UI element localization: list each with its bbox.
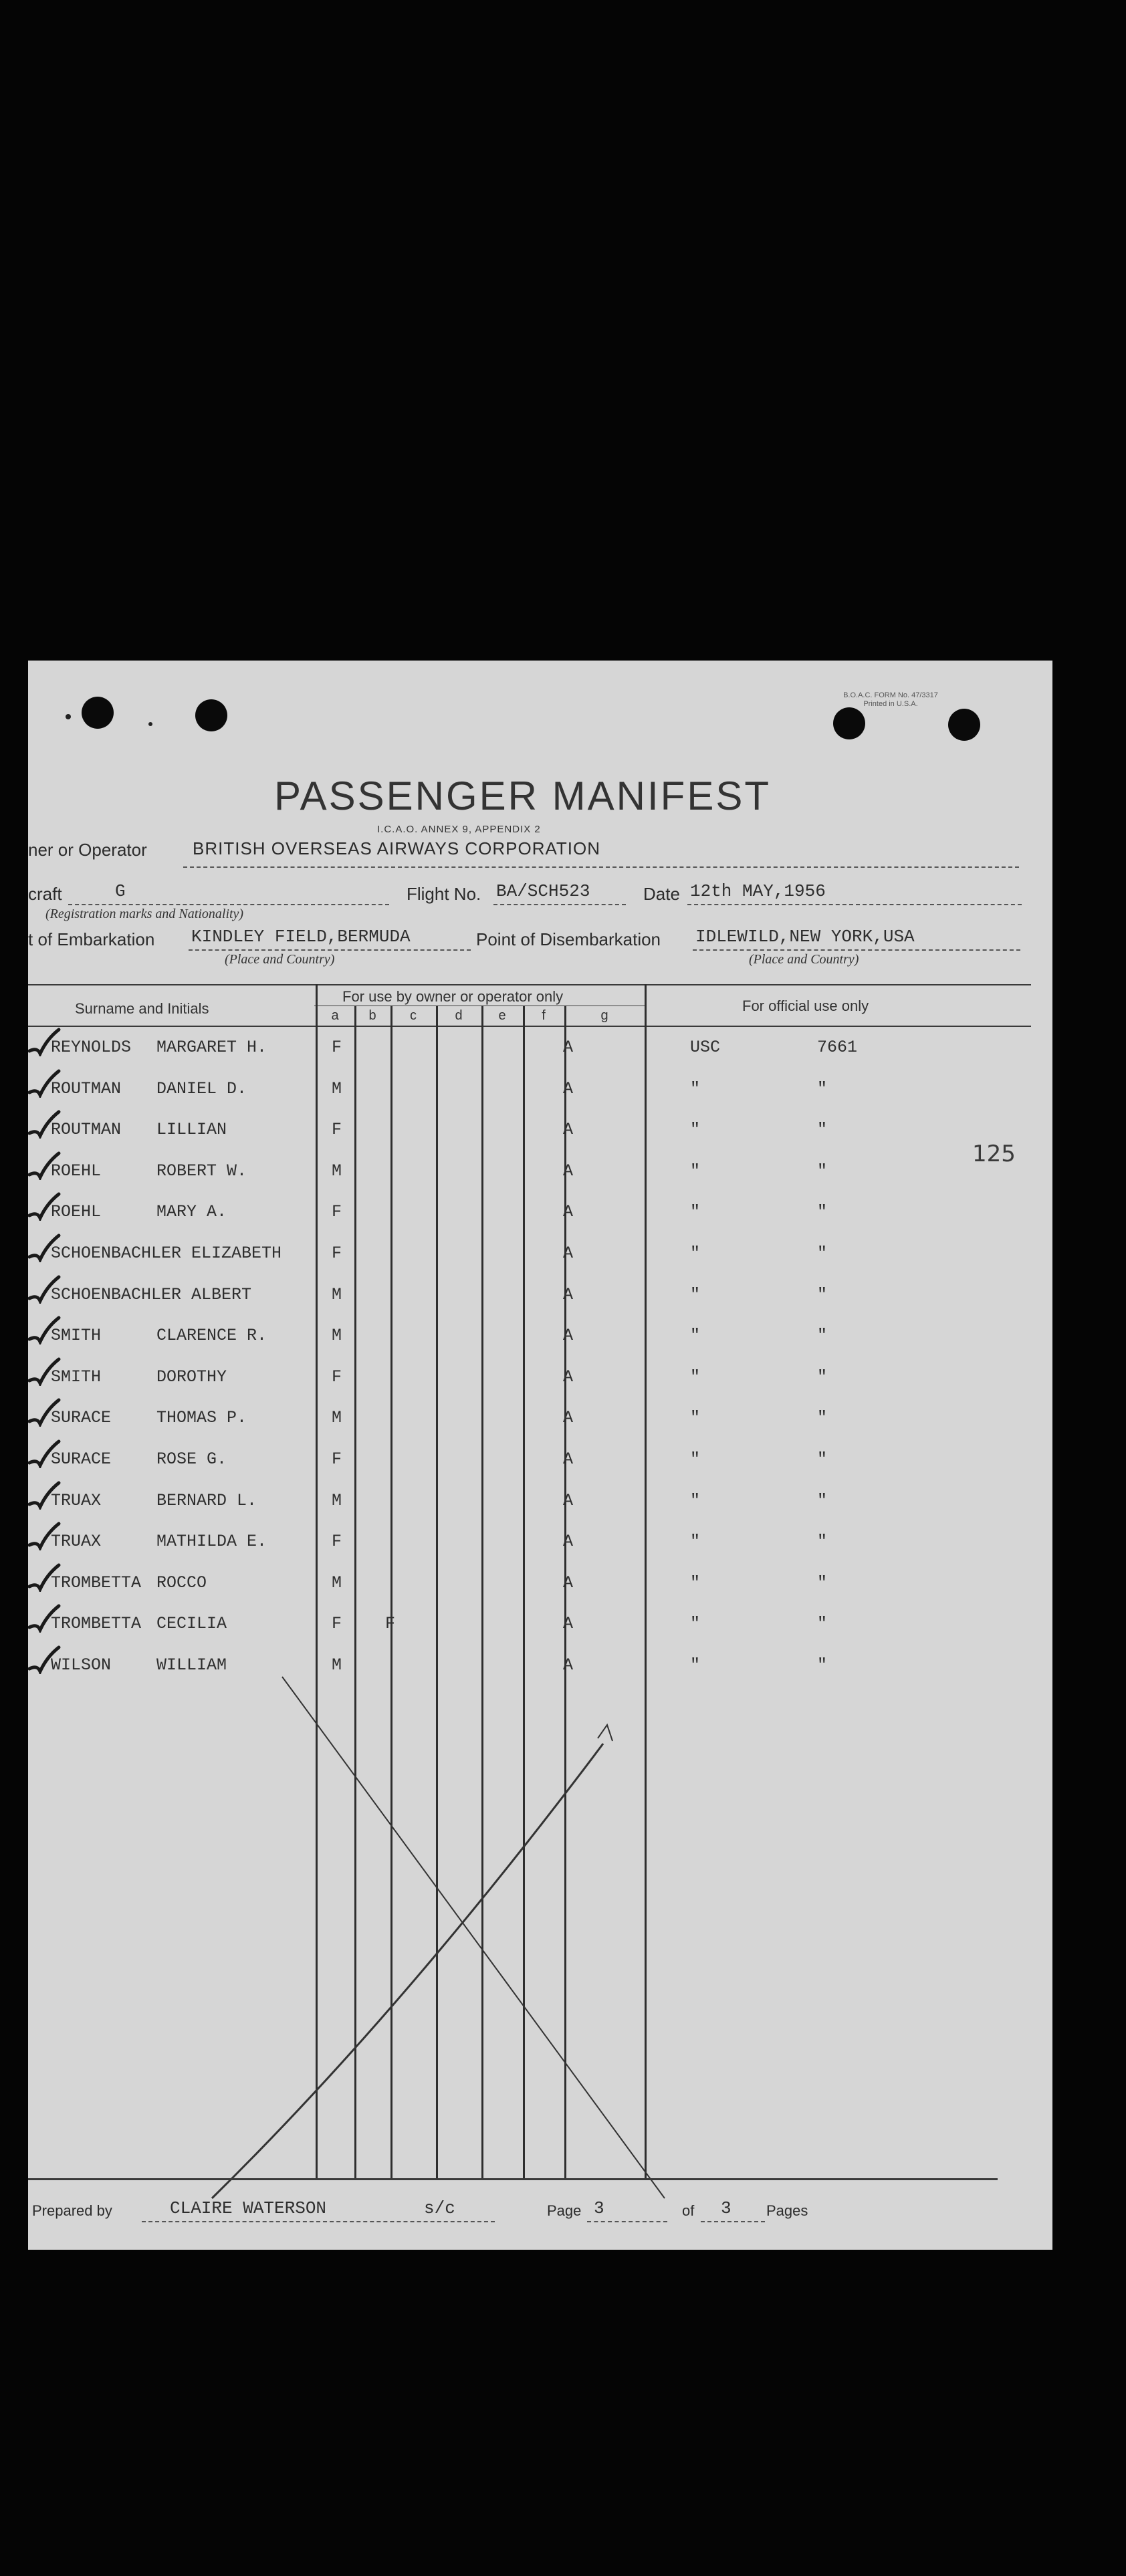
official-number: "	[817, 1244, 828, 1263]
footer-rule	[28, 2178, 998, 2180]
form-printed-line: Printed in U.S.A.	[863, 700, 918, 708]
official-code: "	[690, 1614, 701, 1634]
official-code: "	[690, 1490, 701, 1510]
official-number: "	[817, 1078, 828, 1098]
passenger-surname: SURACE	[51, 1408, 112, 1428]
cross-out-line	[212, 1744, 603, 2198]
cell-sex: M	[332, 1490, 342, 1510]
official-number: "	[817, 1408, 828, 1428]
cell-sex: F	[332, 1532, 342, 1552]
cell-sex: M	[332, 1655, 342, 1675]
cell-sex: F	[332, 1449, 342, 1469]
prepared-label: Prepared by	[32, 2202, 112, 2219]
passenger-surname: TROMBETTA	[51, 1614, 142, 1634]
passenger-given-names: CECILIA	[156, 1614, 227, 1634]
cross-out-tick	[598, 1725, 612, 1741]
passenger-surname: ROUTMAN	[51, 1120, 122, 1140]
of-value: 3	[721, 2198, 731, 2218]
cross-out-marks	[28, 661, 1052, 2250]
passenger-surname: SURACE	[51, 1449, 112, 1469]
official-code: "	[690, 1244, 701, 1263]
cell-status: A	[563, 1614, 574, 1634]
prepared-role: s/c	[424, 2198, 455, 2218]
official-code: "	[690, 1161, 701, 1181]
passenger-given-names: MARGARET H.	[156, 1038, 267, 1057]
cell-sex: F	[332, 1202, 342, 1222]
passenger-surname: SCHOENBACHLER	[51, 1244, 182, 1263]
passenger-surname: TRUAX	[51, 1490, 102, 1510]
official-number: "	[817, 1655, 828, 1675]
passenger-given-names: LILLIAN	[156, 1120, 227, 1140]
official-number: "	[817, 1326, 828, 1346]
cross-out-line	[282, 1677, 665, 2198]
passenger-given-names: WILLIAM	[156, 1655, 227, 1675]
cell-status: A	[563, 1284, 574, 1304]
surname-header: Surname and Initials	[75, 1000, 209, 1017]
cell-sex: F	[332, 1120, 342, 1140]
passenger-given-names: MATHILDA E.	[156, 1532, 267, 1552]
official-code: "	[690, 1120, 701, 1140]
cell-status: A	[563, 1449, 574, 1469]
cell-status: A	[563, 1326, 574, 1346]
flight-value: BA/SCH523	[496, 881, 590, 901]
page-title: PASSENGER MANIFEST	[274, 774, 772, 818]
cell-status: A	[563, 1161, 574, 1181]
embarkation-value: KINDLEY FIELD,BERMUDA	[191, 927, 411, 947]
cell-status: A	[563, 1202, 574, 1222]
official-code: "	[690, 1202, 701, 1222]
cell-status: A	[563, 1655, 574, 1675]
disembarkation-note: (Place and Country)	[749, 952, 859, 967]
cell-status: A	[563, 1490, 574, 1510]
passenger-surname: SMITH	[51, 1367, 102, 1387]
column-letter-b: b	[368, 1008, 376, 1023]
official-code: "	[690, 1367, 701, 1387]
passenger-surname: TROMBETTA	[51, 1572, 142, 1593]
cell-sex: M	[332, 1284, 342, 1304]
column-letter-f: f	[542, 1008, 546, 1023]
embarkation-label: t of Embarkation	[28, 929, 155, 949]
embarkation-note: (Place and Country)	[225, 952, 335, 967]
passenger-given-names: BERNARD L.	[156, 1490, 257, 1510]
cell-sex: M	[332, 1572, 342, 1593]
passenger-surname: TRUAX	[51, 1532, 102, 1552]
official-code: "	[690, 1532, 701, 1552]
column-letter-c: c	[410, 1008, 417, 1023]
official-number: "	[817, 1284, 828, 1304]
passenger-surname: ROEHL	[51, 1161, 102, 1181]
cell-sex: M	[332, 1078, 342, 1098]
cell-status: A	[563, 1078, 574, 1098]
passenger-surname: SCHOENBACHLER	[51, 1284, 182, 1304]
aircraft-note: (Registration marks and Nationality)	[45, 907, 244, 921]
passenger-given-names: ELIZABETH	[191, 1244, 282, 1263]
date-label: Date	[643, 884, 680, 904]
cell-status: A	[563, 1408, 574, 1428]
page-subtitle: I.C.A.O. ANNEX 9, APPENDIX 2	[377, 824, 541, 835]
column-letter-d: d	[455, 1008, 463, 1023]
cell-sex: F	[332, 1614, 342, 1634]
cell-sex: F	[332, 1038, 342, 1057]
official-number: "	[817, 1532, 828, 1552]
cell-sex: F	[332, 1244, 342, 1263]
passenger-given-names: CLARENCE R.	[156, 1326, 267, 1346]
passenger-given-names: DANIEL D.	[156, 1078, 247, 1098]
cell-sex: M	[332, 1408, 342, 1428]
cell-status: A	[563, 1572, 574, 1593]
cell-sex: M	[332, 1161, 342, 1181]
official-number: "	[817, 1120, 828, 1140]
passenger-surname: ROEHL	[51, 1202, 102, 1222]
cell-sex: F	[332, 1367, 342, 1387]
disembarkation-value: IDLEWILD,NEW YORK,USA	[695, 927, 915, 947]
official-number: "	[817, 1367, 828, 1387]
official-number: 7661	[817, 1038, 858, 1057]
aircraft-value: G	[115, 881, 126, 901]
official-number: "	[817, 1614, 828, 1634]
pages-label: Pages	[766, 2202, 808, 2219]
official-number: "	[817, 1449, 828, 1469]
cell-status: A	[563, 1038, 574, 1057]
aircraft-label: craft	[28, 884, 62, 904]
page-underline	[587, 2221, 667, 2222]
column-letter-e: e	[498, 1008, 506, 1023]
date-value: 12th MAY,1956	[690, 881, 826, 901]
page-label: Page	[547, 2202, 582, 2219]
cell-b-handwritten: F	[385, 1614, 396, 1634]
passenger-given-names: MARY A.	[156, 1202, 227, 1222]
column-letter-a: a	[331, 1008, 339, 1023]
official-code: "	[690, 1078, 701, 1098]
passenger-surname: SMITH	[51, 1326, 102, 1346]
passenger-given-names: DOROTHY	[156, 1367, 227, 1387]
cell-status: A	[563, 1367, 574, 1387]
official-number: "	[817, 1572, 828, 1593]
cell-status: A	[563, 1244, 574, 1263]
passenger-given-names: ROSE G.	[156, 1449, 227, 1469]
official-code: USC	[690, 1038, 721, 1057]
owner-use-header: For use by owner or operator only	[342, 988, 564, 1005]
flight-label: Flight No.	[407, 884, 481, 904]
official-number: "	[817, 1490, 828, 1510]
passenger-surname: REYNOLDS	[51, 1038, 132, 1057]
passenger-given-names: ALBERT	[191, 1284, 252, 1304]
cell-sex: M	[332, 1326, 342, 1346]
manifest-sheet	[28, 661, 1052, 2250]
owner-label: ner or Operator	[28, 840, 147, 860]
official-code: "	[690, 1572, 701, 1593]
cell-status: A	[563, 1532, 574, 1552]
passenger-surname: ROUTMAN	[51, 1078, 122, 1098]
official-code: "	[690, 1449, 701, 1469]
official-code: "	[690, 1284, 701, 1304]
passenger-given-names: ROBERT W.	[156, 1161, 247, 1181]
official-code: "	[690, 1655, 701, 1675]
of-underline	[701, 2221, 765, 2222]
passenger-given-names: ROCCO	[156, 1572, 207, 1593]
stamp-number: 125	[972, 1141, 1016, 1167]
page-value: 3	[594, 2198, 604, 2218]
of-label: of	[682, 2202, 695, 2219]
form-number-line: B.O.A.C. FORM No. 47/3317	[843, 691, 938, 699]
official-header: For official use only	[742, 998, 869, 1014]
official-code: "	[690, 1408, 701, 1428]
owner-value: BRITISH OVERSEAS AIRWAYS CORPORATION	[193, 838, 601, 858]
prepared-value: CLAIRE WATERSON	[170, 2198, 327, 2218]
column-letter-g: g	[600, 1008, 608, 1023]
official-code: "	[690, 1326, 701, 1346]
official-number: "	[817, 1161, 828, 1181]
passenger-given-names: THOMAS P.	[156, 1408, 247, 1428]
disembarkation-label: Point of Disembarkation	[476, 929, 661, 949]
official-number: "	[817, 1202, 828, 1222]
passenger-surname: WILSON	[51, 1655, 112, 1675]
prepared-underline	[142, 2221, 495, 2222]
cell-status: A	[563, 1120, 574, 1140]
